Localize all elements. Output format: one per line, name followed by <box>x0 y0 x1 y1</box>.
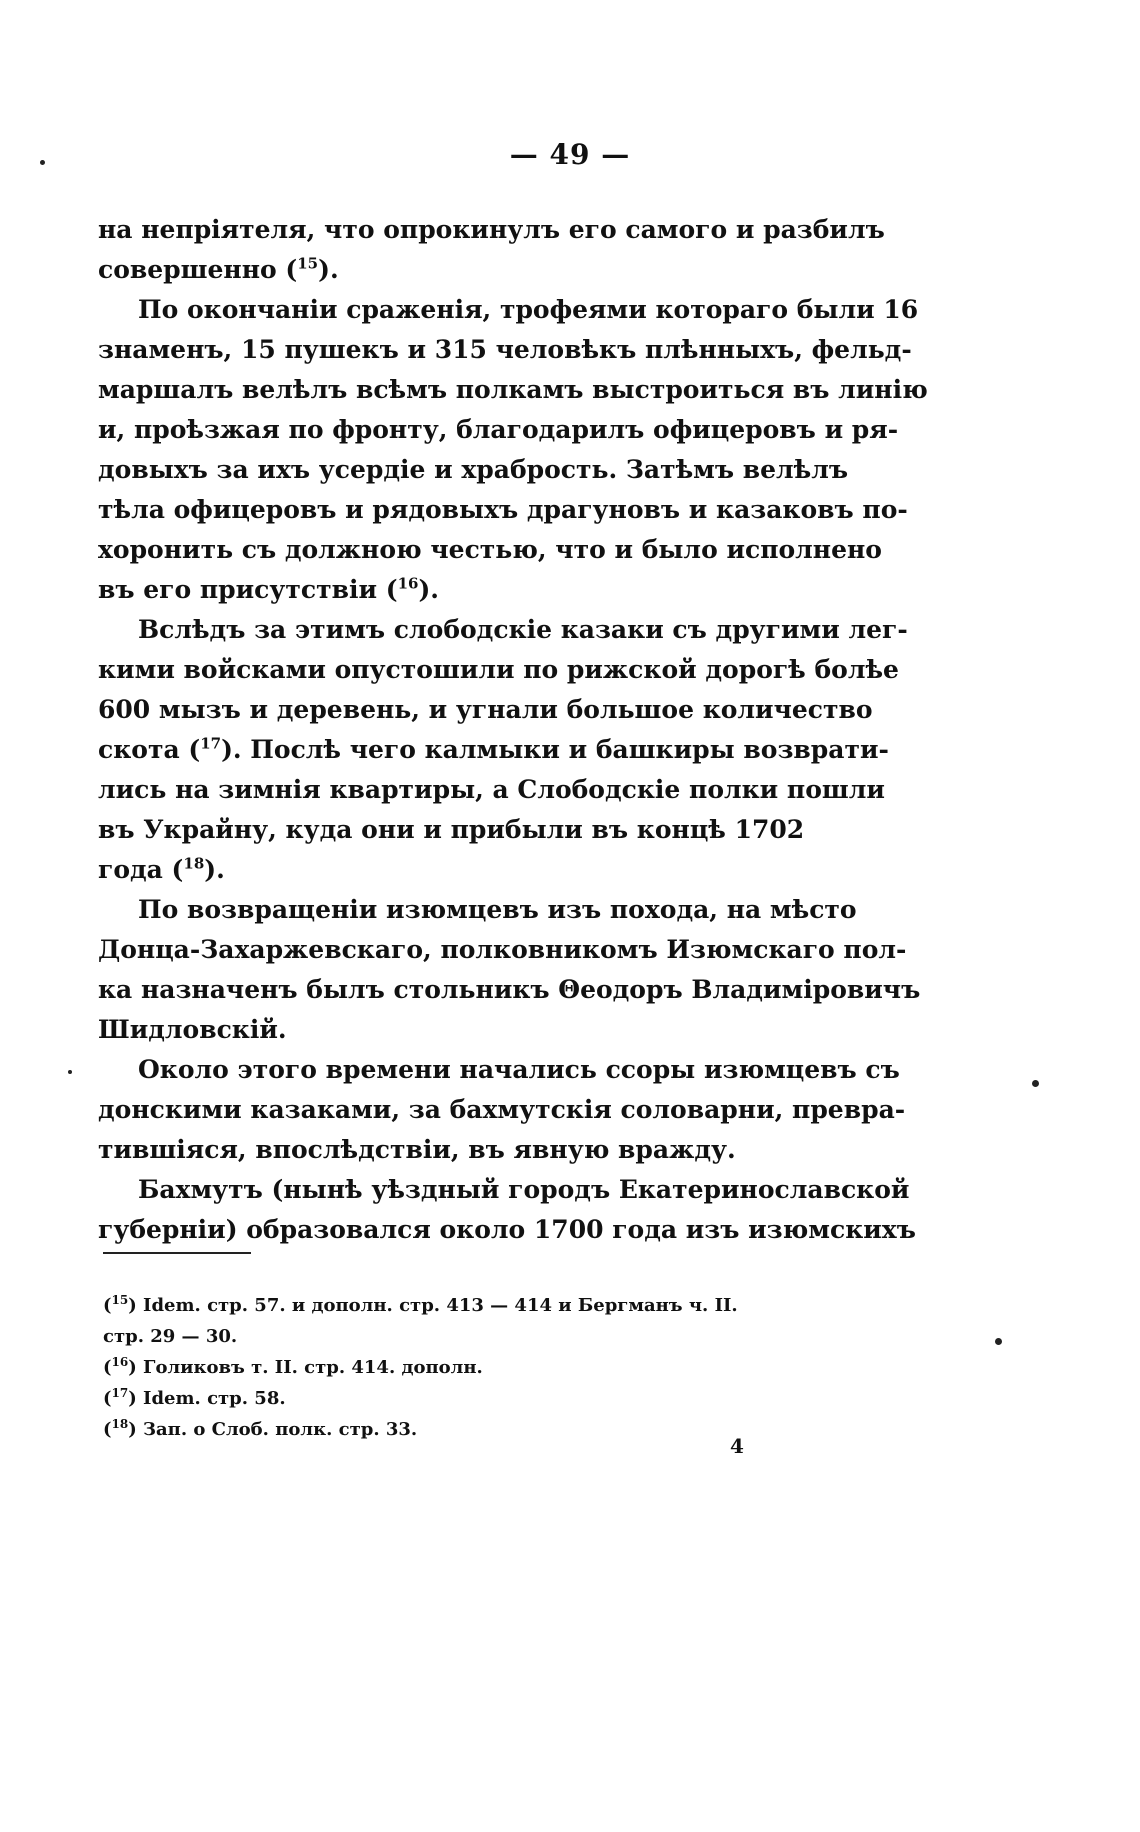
text-line: Вслѣдъ за этимъ слободскіе казаки съ другими лег- <box>138 615 908 644</box>
footnote-text: Зап. о Слоб. полк. стр. 33. <box>143 1419 418 1440</box>
text-line: донскими казаками, за бахмутскія соловарни, превра- <box>98 1095 906 1124</box>
text-line <box>98 730 889 770</box>
text-line <box>98 250 858 290</box>
footnote-15: ($^{15}$) Idem. стр. 57. и дополн. стр. 413 — 414 и Бергманъ ч. II. <box>103 1293 738 1316</box>
footnote-number: 17 <box>111 1386 129 1400</box>
footnote-15-continued <box>103 1321 863 1352</box>
text-fragment: ). <box>318 255 339 284</box>
footnote-17: ($^{17}$) Idem. стр. 58. <box>103 1386 286 1409</box>
text-line: Шидловскій. <box>98 1015 287 1044</box>
main-text <box>98 210 928 1250</box>
text-line: кими войсками опустошили по рижской дорогѣ болѣе <box>98 655 899 684</box>
text-line: лись на зимнія квартиры, а Слободскіе полки пошли <box>98 775 885 804</box>
footnote-number: 18 <box>111 1417 129 1431</box>
footnote-text: Idem. стр. 58. <box>143 1388 286 1409</box>
text-line: маршалъ велѣлъ всѣмъ полкамъ выстроиться въ линію <box>98 375 928 404</box>
footnote-text: Idem. стр. 57. и дополн. стр. 413 — 414 и Бергманъ ч. II. <box>143 1295 738 1316</box>
paragraph-bakhmut <box>98 1170 916 1250</box>
text-line: на непріятеля, что опрокинулъ его самого и разбилъ <box>98 215 885 244</box>
footnote-reference[interactable]: 18 <box>183 854 205 873</box>
footnotes <box>103 1290 863 1445</box>
text-line: въ Украйну, куда они и прибыли въ концѣ 1702 <box>98 815 805 844</box>
scan-speck <box>68 1070 72 1074</box>
text-line: и, проѣзжая по фронту, благодарилъ офицеровъ и ря- <box>98 415 899 444</box>
scan-speck <box>1032 1080 1039 1087</box>
footnote-16: ($^{16}$) Голиковъ т. II. стр. 414. дополн. <box>103 1355 483 1378</box>
page-number: — 49 — <box>509 138 631 171</box>
text-line: хоронить съ должною честью, что и было исполнено <box>98 535 882 564</box>
text-line: По возвращеніи изюмцевъ изъ похода, на мѣсто <box>138 895 857 924</box>
text-fragment: ). <box>418 575 439 604</box>
scan-speck <box>995 1338 1002 1345</box>
footnote-text: Голиковъ т. II. стр. 414. дополн. <box>143 1357 483 1378</box>
text-line: тившіяся, впослѣдствіи, въ явную вражду. <box>98 1135 736 1164</box>
footnote-reference[interactable]: 17 <box>200 734 222 753</box>
text-line: Донца-Захаржевскаго, полковникомъ Изюмскаго пол- <box>98 935 907 964</box>
text-line: Около этого времени начались ссоры изюмцевъ съ <box>138 1055 900 1084</box>
text-line: губерніи) образовался около 1700 года изъ изюмскихъ <box>98 1215 916 1244</box>
paragraph-battle-end <box>98 290 928 610</box>
footnote-reference[interactable]: 16 <box>397 574 419 593</box>
text-fragment: ). Послѣ чего калмыки и башкиры возврати- <box>221 735 889 764</box>
paragraph-continuation <box>98 210 885 290</box>
paragraph-raid <box>98 610 908 890</box>
text-line: По окончаніи сраженія, трофеями котораго были 16 <box>138 295 919 324</box>
text-line: тѣла офицеровъ и рядовыхъ драгуновъ и казаковъ по- <box>98 495 908 524</box>
footnote-divider <box>103 1252 251 1254</box>
text-line: знаменъ, 15 пушекъ и 315 человѣкъ плѣнныхъ, фельд- <box>98 335 912 364</box>
text-fragment: ). <box>204 855 225 884</box>
printer-signature-mark: 4 <box>730 1434 744 1458</box>
text-line: ка назначенъ былъ стольникъ Θеодоръ Владиміровичъ <box>98 975 921 1004</box>
scan-speck <box>40 160 45 165</box>
text-line: Бахмутъ (нынѣ уѣздный городъ Екатеринославской <box>138 1175 910 1204</box>
footnote-number: 16 <box>111 1355 129 1369</box>
footnote-reference[interactable]: 15 <box>297 254 319 273</box>
text-fragment: въ его присутствіи ( <box>98 575 398 604</box>
paragraph-quarrels <box>98 1050 906 1170</box>
text-line: 600 мызъ и деревень, и угнали большое количество <box>98 695 873 724</box>
footnote-text: стр. 29 — 30. <box>103 1326 238 1347</box>
text-fragment: совершенно ( <box>98 255 298 284</box>
text-line: довыхъ за ихъ усердіе и храбрость. Затѣмъ велѣлъ <box>98 455 849 484</box>
text-fragment: скота ( <box>98 735 201 764</box>
text-fragment: года ( <box>98 855 184 884</box>
text-line <box>98 570 858 610</box>
footnote-number: 15 <box>111 1293 129 1307</box>
paragraph-colonel <box>98 890 921 1050</box>
text-line <box>98 850 858 890</box>
footnote-18: ($^{18}$) Зап. о Слоб. полк. стр. 33. <box>103 1417 418 1440</box>
